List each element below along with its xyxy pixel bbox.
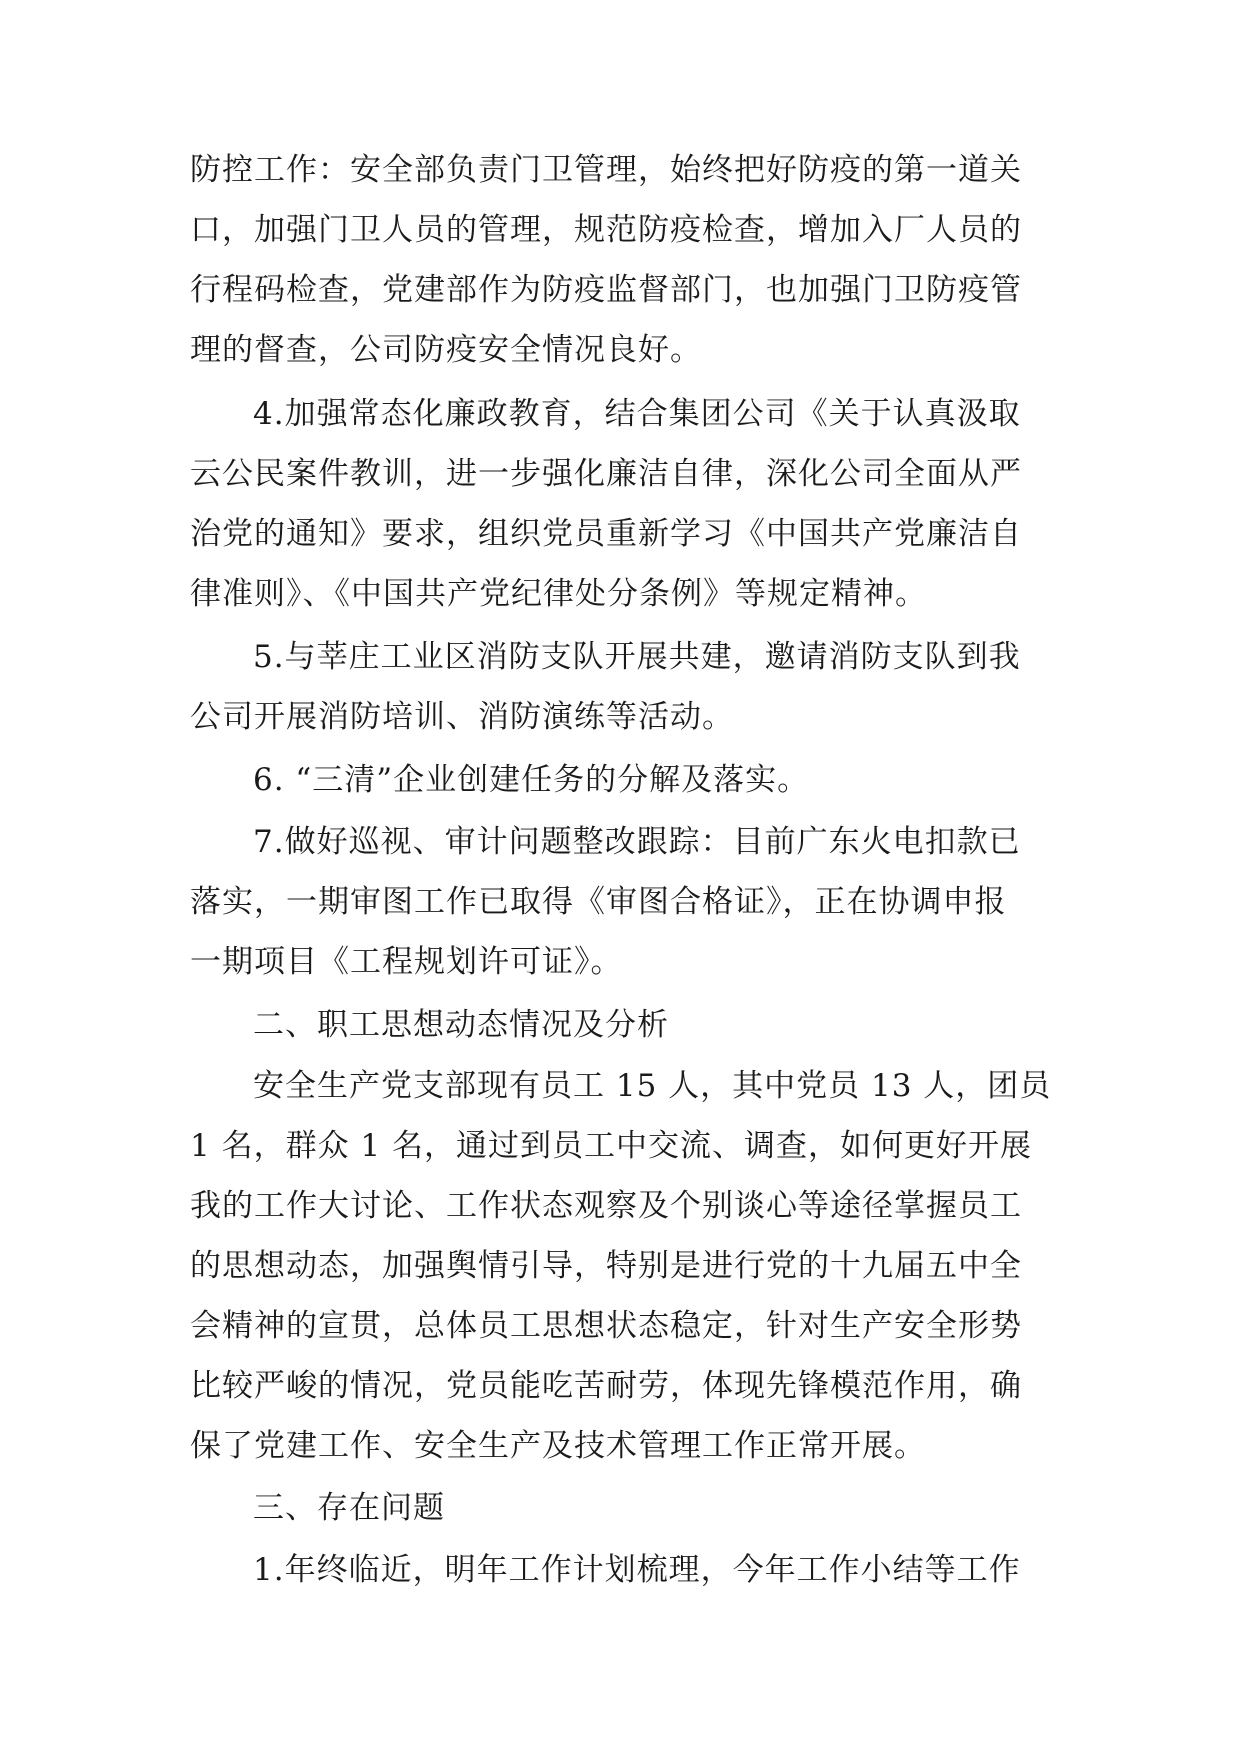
text-line: 一期项目《工程规划许可证》。	[190, 944, 623, 980]
section-heading: 三、存在问题	[253, 1490, 445, 1526]
text-line: 我的工作大讨论、工作状态观察及个别谈心等途径掌握员工	[190, 1188, 1022, 1224]
text-line: 会精神的宣贯，总体员工思想状态稳定，针对生产安全形势	[190, 1308, 1022, 1344]
text-line: 6. “三清”企业创建任务的分解及落实。	[253, 762, 810, 798]
text-line: 的思想动态，加强舆情引导，特别是进行党的十九届五中全	[190, 1248, 1022, 1284]
text-line: 5.与莘庄工业区消防支队开展共建，邀请消防支队到我	[253, 639, 1021, 675]
text-line: 行程码检查，党建部作为防疫监督部门，也加强门卫防疫管	[190, 272, 1022, 308]
text-line: 7.做好巡视、审计问题整改跟踪：目前广东火电扣款已	[253, 824, 1021, 860]
text-line: 公司开展消防培训、消防演练等活动。	[190, 699, 734, 735]
text-line: 保了党建工作、安全生产及技术管理工作正常开展。	[190, 1428, 926, 1464]
text-line: 落实，一期审图工作已取得《审图合格证》，正在协调申报	[190, 884, 1007, 920]
text-line: 云公民案件教训，进一步强化廉洁自律，深化公司全面从严	[190, 456, 1022, 492]
text-line: 比较严峻的情况，党员能吃苦耐劳，体现先锋模范作用，确	[190, 1368, 1022, 1404]
text-line: 口，加强门卫人员的管理，规范防疫检查，增加入厂人员的	[190, 212, 1022, 248]
text-line: 1.年终临近，明年工作计划梳理，今年工作小结等工作	[253, 1552, 1021, 1588]
text-line: 治党的通知》要求，组织党员重新学习《中国共产党廉洁自	[190, 516, 1022, 552]
text-line: 律准则》、《中国共产党纪律处分条例》等规定精神。	[190, 576, 927, 612]
text-line: 安全生产党支部现有员工 15 人，其中党员 13 人，团员	[253, 1068, 1052, 1104]
text-line: 理的督查，公司防疫安全情况良好。	[190, 332, 702, 368]
section-heading: 二、职工思想动态情况及分析	[253, 1007, 669, 1043]
text-line: 防控工作：安全部负责门卫管理，始终把好防疫的第一道关	[190, 152, 1022, 188]
text-line: 1 名，群众 1 名，通过到员工中交流、调查，如何更好开展	[190, 1128, 1033, 1164]
text-line: 4.加强常态化廉政教育，结合集团公司《关于认真汲取	[253, 396, 1021, 432]
